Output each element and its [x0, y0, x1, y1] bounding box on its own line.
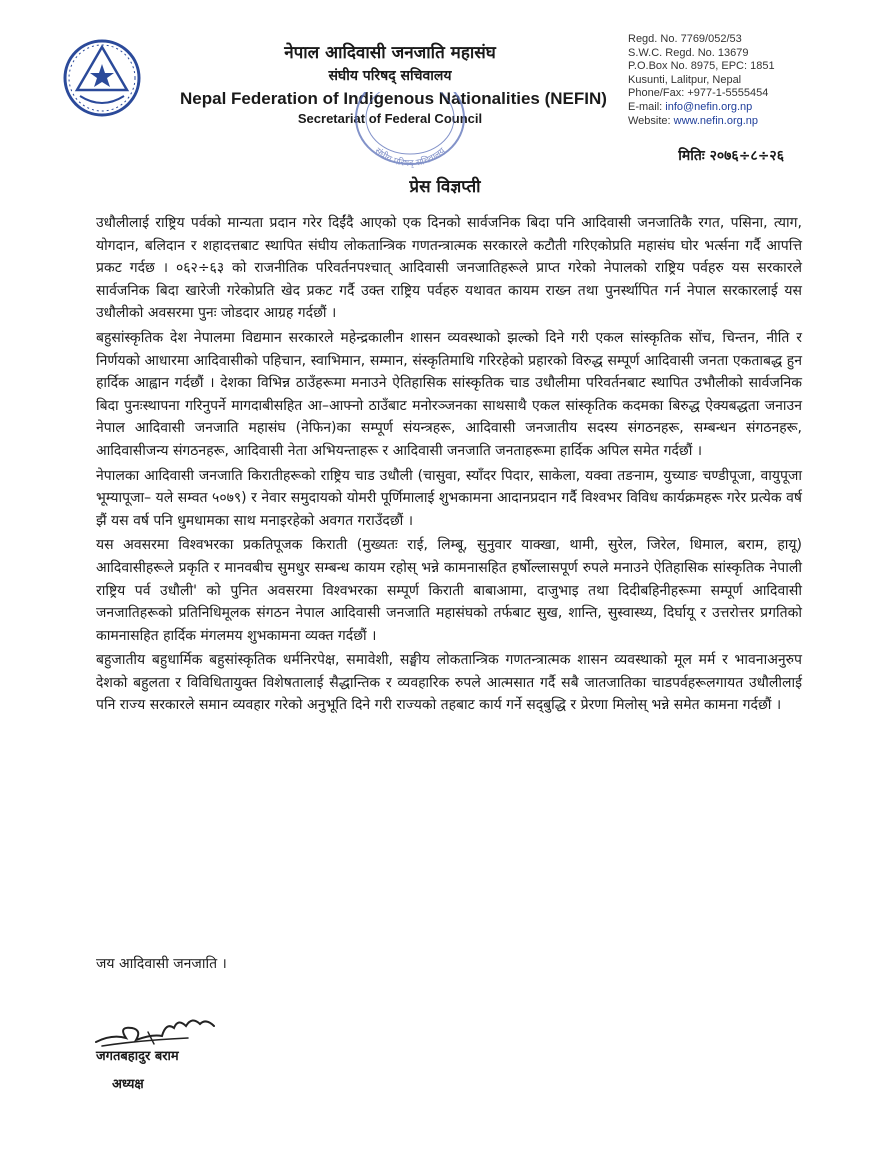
paragraph-2: बहुसांस्कृतिक देश नेपालमा विद्यमान सरकारले महेन्द्रकालीन शासन व्यवस्थाको झल्को दिने गरी एकल सांस्कृतिक सोंच, चिन्तन, नीति र निर्णयको आधारमा आदिवासीको पहिचान, स्वाभिमान, सम्मान, संस्कृतिमाथि गरिरहेको प्रहारको विरुद्ध सम्पूर्ण आदिवासी जनता एकताबद्ध हुन हार्दिक आह्वान गर्दछौं । देशका विभिन्न ठाउँहरूमा मनाउने ऐतिहासिक सांस्कृतिक चाड उधौलीमा परिवर्तनबाट स्थापित उभौलीको सार्वजनिक बिदा पुनःस्थापना गरिनुपर्ने मागदाबीसहित आ–आफ्नो ठाउँबाट मनोरञ्जनका साथसाथै एकल सांस्कृतिक कदमका बिरुद्ध ऐक्यबद्धता जनाउन नेपाल आदिवासी जनजाति महासंघ (नेफिन)का सम्पूर्ण संयन्त्रहरू, आदिवासी जनजातीय सदस्य संगठनहरू, सम्बन्धन संगठनहरू, आदिवासीजन्य संगठनहरू, आदिवासी नेता अभियन्ताहरू र आदिवासी जनजाति जनताहरूमा हार्दिक अपिल समेत गर्दछौं ।	[96, 329, 802, 459]
signer-title: अध्यक्ष	[112, 1077, 144, 1092]
email-link[interactable]: info@nefin.org.np	[665, 100, 753, 113]
nefin-logo-icon	[62, 38, 142, 118]
email-label: E-mail:	[628, 100, 666, 113]
paragraph-5: बहुजातीय बहुधार्मिक बहुसांस्कृतिक धर्मनिरपेक्ष, समावेशी, सङ्घीय लोकतान्त्रिक गणतन्त्रात्मक शासन व्यवस्थाको मूल मर्म र भावनाअनुरुप देशको बहुलता र विविधितायुक्त विशेषतालाई सैद्धान्तिक र व्यवहारिक रुपले आत्मसात गर्दै सबै जातजातिका चाडपर्वहरूलगायत उधौलीलाई पनि राज्य सरकारले समान व्यवहार गरेको अनुभूति दिने गरी राज्यको तहबाट कार्य गर्ने सद्‌बुद्धि र प्रेरणा मिलोस् भन्ने समेत कामना गर्दछौं ।	[96, 652, 802, 714]
closing-salutation: जय आदिवासी जनजाति ।	[96, 956, 227, 972]
registration-number: Regd. No. 7769/052/53	[628, 33, 742, 45]
address: Kusunti, Lalitpur, Nepal	[628, 73, 742, 86]
stamp-text: संघीय परिषद् सचिवालय	[372, 146, 448, 168]
page-title: प्रेस विज्ञप्ती	[409, 177, 481, 197]
swc-registration: S.W.C. Regd. No. 13679	[628, 46, 749, 59]
press-release-body	[96, 212, 802, 719]
office-name-english: Secretariat of Federal Council	[297, 111, 483, 126]
paragraph-1: उधौलीलाई राष्ट्रिय पर्वको मान्यता प्रदान गरेर दिईंदै आएको एक दिनको सार्वजनिक बिदा पनि आदिवासी जनजातिकै रगत, पसिना, त्याग, योगदान, बलिदान र शहादत्तबाट स्थापित संघीय लोकतान्त्रिक गणतन्त्रात्मक सरकारले कटौती गरिएकोप्रति महासंघ घोर भर्त्सना गर्दै आपत्ति प्रकट गर्दछ । ०६२÷६३ को राजनीतिक परिवर्तनपश्चात् आदिवासी जनजातिहरूले प्राप्त गरेको नेपालको राष्ट्रिय पर्वहरु यस सरकारले सार्वजनिक बिदा खारेजी गरेकोप्रति खेद प्रकट गर्दै उक्त राष्ट्रिय पर्वहरु यथावत कायम राख्न तथा पुनर्स्थापित गर्न नेपाल सरकारलाई यस उधौलीको अवसरमा पुनः जोडदार आग्रह गर्दछौं ।	[96, 215, 802, 322]
contact-info	[628, 33, 868, 128]
svg-text:संघीय परिषद् सचिवालय	[372, 146, 448, 168]
website-label: Website:	[628, 114, 674, 127]
paragraph-4: यस अवसरमा विश्वभरका प्रकतिपूजक किराती (मुख्यतः राई, लिम्बू, सुनुवार याक्खा, थामी, सुरेल, जिरेल, धिमाल, बराम, हायू) आदिवासीहरूले प्रकृति र मानवबीच सुमधुर सम्बन्ध कायम रहोस् भन्ने कामनासहित हर्षोल्लासपूर्ण रुपले मनाउने ऐतिहासिक सांस्कृतिक नेपाली राष्ट्रिय पर्व उधौली' को पुनित अवसरमा विश्वभरका सम्पूर्ण किराती बाबाआमा, दाजुभाइ तथा दिदीबहिनीहरूमा सम्पूर्ण आदिवासी जनजातिहरूको प्रतिनिधिमूलक संगठन नेपाल आदिवासी जनजाति महासंघको तर्फबाट सुख, शान्ति, सुस्वास्थ्य, दिर्घायू र उत्तरोत्तर प्रगतिको कामनासहित हार्दिक मंगलमय शुभकामना व्यक्त गर्दछौं ।	[96, 537, 802, 644]
office-name-nepali: संघीय परिषद् सचिवालय	[328, 68, 452, 84]
release-date: मितिः २०७६÷८÷२६	[678, 148, 784, 164]
signer-name: जगतबहादुर बराम	[96, 1049, 179, 1064]
email-line	[628, 101, 868, 115]
office-seal-stamp-icon	[348, 92, 472, 168]
phone-fax: Phone/Fax: +977-1-5555454	[628, 87, 769, 100]
org-name-english: Nepal Federation of Indigenous Nationalities (NEFIN)	[180, 89, 607, 108]
po-box: P.O.Box No. 8975, EPC: 1851	[628, 60, 775, 73]
website-link[interactable]: www.nefin.org.np	[673, 114, 759, 127]
paragraph-3: नेपालका आदिवासी जनजाति किरातीहरूको राष्ट्रिय चाड उधौली (चासुवा, स्याँदर पिदार, साकेला, यक्वा तङनाम, युच्याङ चण्डीपूजा, वायुपूजा भूम्यापूजा– यले सम्वत ५०७९) र नेवार समुदायको योमरी पूर्णिमालाई शुभकामना आदानप्रदान गर्दै विश्वभर विविध कार्यक्रमहरू गरेर प्रत्येक वर्ष झैं यस वर्ष पनि धुमधामका साथ मनाइरहेको अवगत गराउँदछौं ।	[96, 467, 802, 529]
org-name-nepali: नेपाल आदिवासी जनजाति महासंघ	[284, 43, 496, 63]
website-line	[628, 115, 868, 129]
